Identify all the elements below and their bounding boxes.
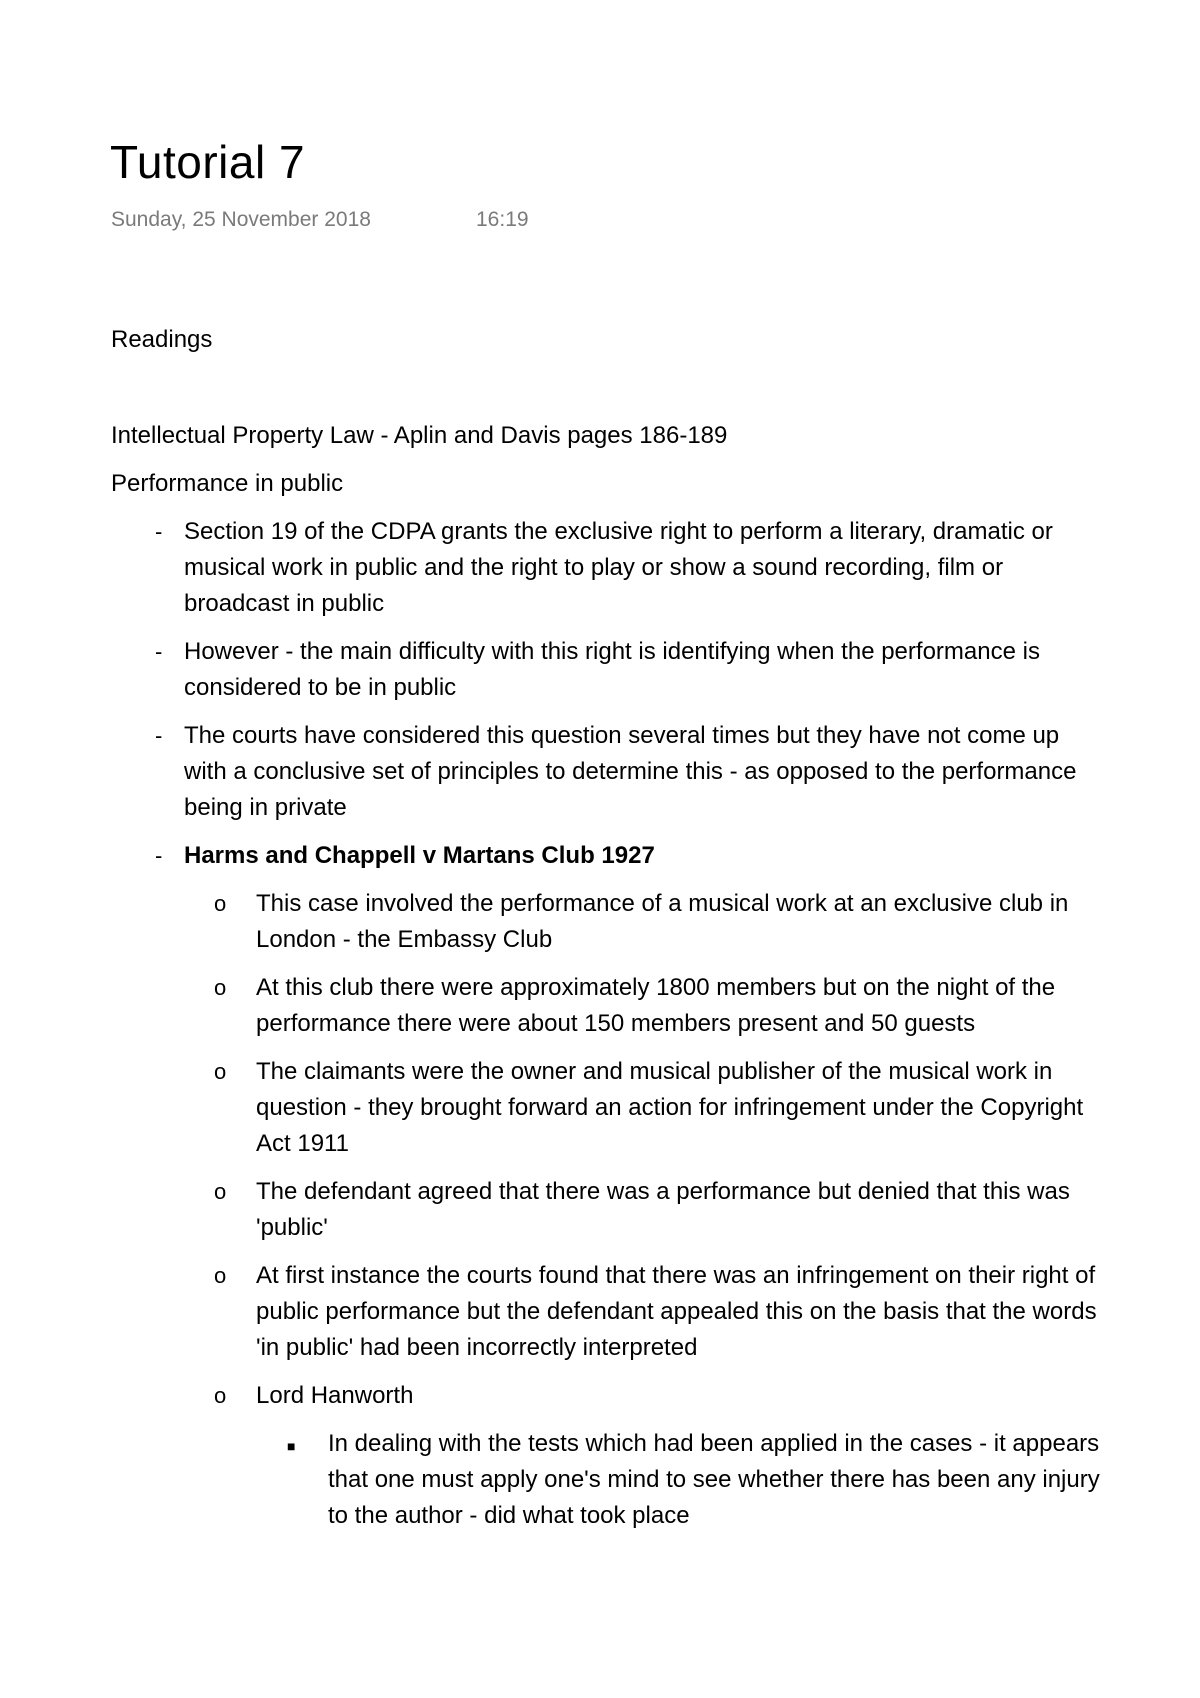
page-title: Tutorial 7 bbox=[110, 136, 306, 188]
case-point-list bbox=[111, 886, 1111, 1414]
list-item-text: In dealing with the tests which had been applied in the cases - it appears that one must apply one's mind to see whether there has been any injury to the author - did what took place bbox=[328, 1430, 1100, 1529]
list-item-text: Lord Hanworth bbox=[256, 1382, 414, 1409]
list-item bbox=[111, 886, 1111, 958]
dash-marker: - bbox=[155, 723, 163, 748]
page-time: 16:19 bbox=[476, 208, 529, 231]
circle-marker: o bbox=[214, 1059, 227, 1084]
dash-marker: - bbox=[155, 519, 163, 544]
list-item-text: At this club there were approximately 1800 members but on the night of the performance there were about 150 members present and 50 guests bbox=[256, 974, 1056, 1037]
readings-heading: Readings bbox=[111, 326, 213, 353]
list-item bbox=[111, 970, 1111, 1042]
list-item-text: The claimants were the owner and musical publisher of the musical work in question - they brought forward an action for infringement under the Copyright Act 1911 bbox=[256, 1058, 1084, 1157]
list-item-text: Section 19 of the CDPA grants the exclusive right to perform a literary, dramatic or musical work in public and the right to play or show a sound recording, film or broadcast in public bbox=[184, 518, 1053, 617]
hanworth-point-list bbox=[111, 1426, 1111, 1534]
list-item-text: However - the main difficulty with this right is identifying when the performance is considered to be in public bbox=[184, 638, 1040, 701]
dash-marker: - bbox=[155, 639, 163, 664]
case-heading: Harms and Chappell v Martans Club 1927 bbox=[184, 842, 655, 869]
list-item bbox=[111, 634, 1111, 706]
list-item bbox=[111, 1054, 1111, 1162]
list-item bbox=[111, 514, 1111, 622]
circle-marker: o bbox=[214, 1179, 227, 1204]
source-line: Intellectual Property Law - Aplin and Davis pages 186-189 bbox=[111, 422, 728, 449]
circle-marker: o bbox=[214, 975, 227, 1000]
list-item-text: The defendant agreed that there was a performance but denied that this was 'public' bbox=[256, 1178, 1070, 1241]
bullet-list bbox=[111, 514, 1111, 874]
dash-marker: - bbox=[155, 843, 163, 868]
list-item bbox=[111, 1258, 1111, 1366]
page-meta bbox=[111, 208, 529, 232]
circle-marker: o bbox=[214, 1263, 227, 1288]
list-item bbox=[111, 1174, 1111, 1246]
note-body bbox=[111, 322, 1111, 1546]
list-item bbox=[111, 1426, 1111, 1534]
circle-marker: o bbox=[214, 891, 227, 916]
list-item bbox=[111, 838, 1111, 874]
list-item-text: The courts have considered this question several times but they have not come up with a conclusive set of principles to determine this - as opposed to the performance being in private bbox=[184, 722, 1077, 821]
circle-marker: o bbox=[214, 1383, 227, 1408]
square-marker: ■ bbox=[287, 1438, 296, 1454]
topic-line: Performance in public bbox=[111, 470, 344, 497]
list-item bbox=[111, 1378, 1111, 1414]
list-item-text: At first instance the courts found that there was an infringement on their right of public performance but the defendant appealed this on the basis that the words 'in public' had been incorrectly interpreted bbox=[256, 1262, 1097, 1361]
list-item bbox=[111, 718, 1111, 826]
page-cutoff bbox=[0, 1586, 1200, 1698]
list-item-text: This case involved the performance of a musical work at an exclusive club in London - the Embassy Club bbox=[256, 890, 1069, 953]
page-date: Sunday, 25 November 2018 bbox=[111, 208, 371, 231]
